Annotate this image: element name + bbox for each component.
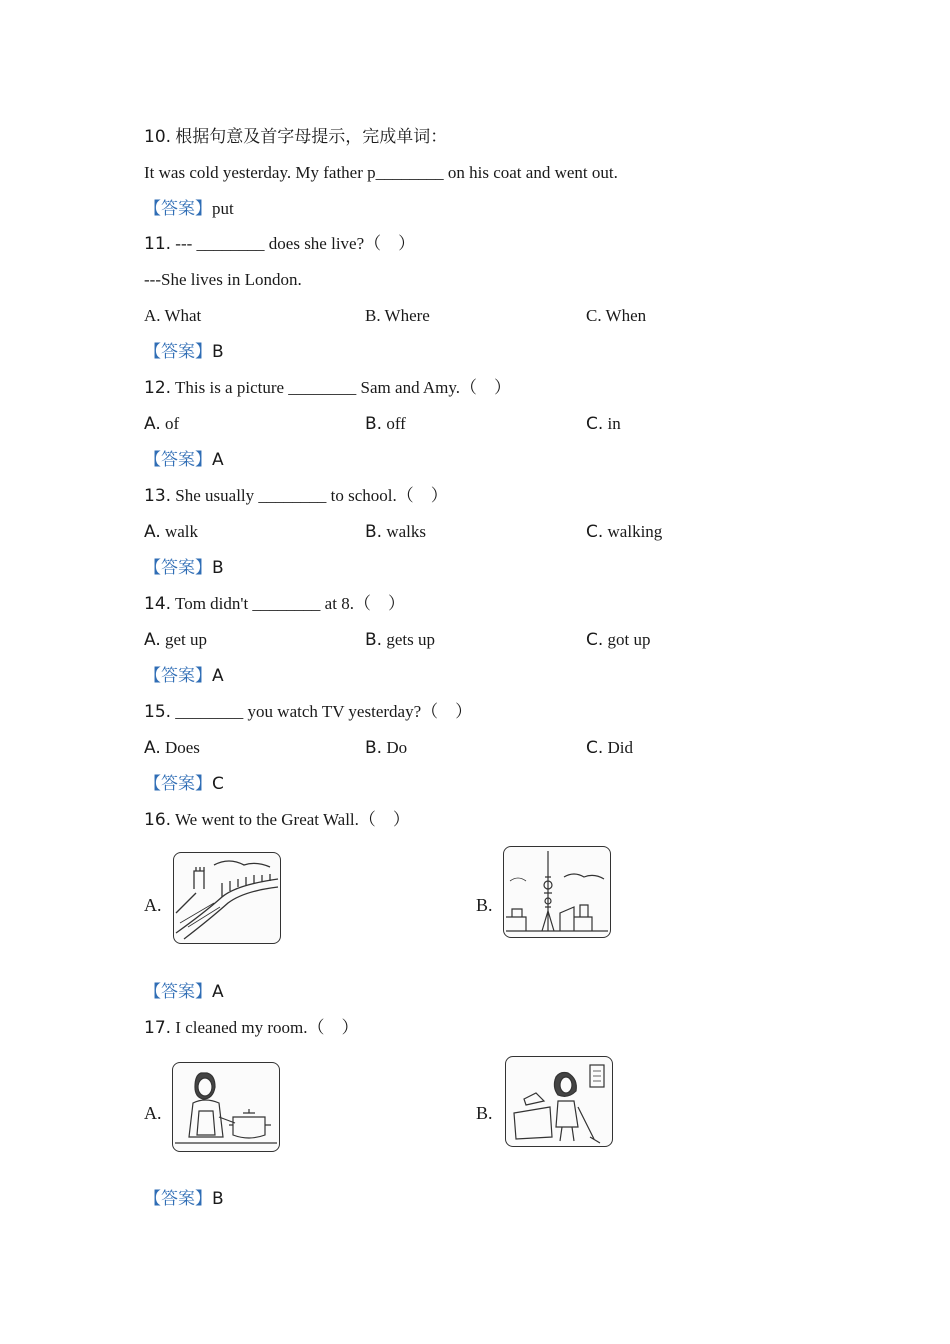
option-text: Do (386, 738, 408, 757)
q15-number: 15. (144, 702, 172, 722)
q13-option-c[interactable] (586, 519, 662, 545)
answer-key-label: 【答案】 (144, 774, 212, 793)
option-letter: A. (144, 630, 161, 650)
answer-key-label: 【答案】 (144, 1189, 212, 1208)
option-letter: C. (586, 522, 604, 542)
option-letter: B. (365, 738, 383, 758)
great-wall-svg (174, 853, 280, 943)
option-text: Did (607, 738, 634, 757)
q15-answer (144, 771, 224, 797)
q13-question: She usually ________ to school.（ ） (175, 486, 448, 505)
q17-question: I cleaned my room.（ ） (175, 1018, 359, 1037)
option-text: walking (607, 522, 663, 541)
option-letter: B. (365, 630, 383, 650)
answer-key-label: 【答案】 (144, 982, 212, 1001)
option-text: Does (164, 738, 200, 757)
option-letter: C. (586, 630, 604, 650)
option-text: gets up (386, 630, 435, 649)
option-text: off (386, 414, 406, 433)
q12-answer-value: A (212, 450, 224, 470)
option-letter: A. (144, 738, 161, 758)
q17-answer-value: B (212, 1189, 224, 1209)
q11-question: --- ________ does she live?（ ） (175, 234, 416, 253)
q10-number: 10. (144, 127, 172, 147)
q13-heading (144, 483, 448, 509)
q14-option-b[interactable] (365, 627, 435, 653)
q16-heading (144, 807, 410, 833)
option-text: walks (386, 522, 426, 541)
q17-number: 17. (144, 1018, 172, 1038)
option-text: get up (164, 630, 208, 649)
q13-answer-value: B (212, 558, 224, 578)
q14-number: 14. (144, 594, 172, 614)
q11-answer-value: B (212, 342, 224, 362)
great-wall-drawing-icon[interactable] (173, 852, 281, 944)
q16-answer-value: A (212, 982, 224, 1002)
q10-answer (144, 196, 234, 222)
q11-number: 11. (144, 234, 172, 254)
q11-heading (144, 231, 415, 257)
q11-option-a[interactable]: A. What (144, 306, 202, 325)
q10-heading (144, 124, 447, 150)
q11-line2: ---She lives in London. (144, 270, 302, 289)
q12-option-c[interactable] (586, 411, 621, 437)
city-tower-svg (504, 847, 610, 937)
q17-option-b-label[interactable]: B. (476, 1103, 493, 1123)
q13-number: 13. (144, 486, 172, 506)
girl-sweeping-svg (506, 1057, 612, 1146)
q16-answer (144, 979, 224, 1005)
q16-question: We went to the Great Wall.（ ） (175, 810, 410, 829)
q12-answer (144, 447, 224, 473)
q16-number: 16. (144, 810, 172, 830)
answer-key-label: 【答案】 (144, 450, 212, 469)
option-letter: B. (365, 414, 383, 434)
q13-answer (144, 555, 224, 581)
q16-option-b-label[interactable]: B. (476, 895, 493, 915)
option-text: in (607, 414, 621, 433)
q14-answer (144, 663, 224, 689)
q16-option-a-label[interactable]: A. (144, 895, 162, 915)
q15-answer-value: C (212, 774, 224, 794)
answer-key-label: 【答案】 (144, 342, 212, 361)
q13-option-b[interactable] (365, 519, 426, 545)
q11-option-b[interactable]: B. Where (365, 306, 430, 325)
q12-option-a[interactable] (144, 411, 179, 437)
q14-question: Tom didn't ________ at 8.（ ） (175, 594, 405, 613)
answer-key-label: 【答案】 (144, 558, 212, 577)
q11-answer (144, 339, 224, 365)
woman-cooking-drawing-icon[interactable] (172, 1062, 280, 1152)
city-tower-drawing-icon[interactable] (503, 846, 611, 938)
q12-heading (144, 375, 511, 401)
answer-key-label: 【答案】 (144, 666, 212, 685)
q14-heading (144, 591, 405, 617)
option-letter: B. (365, 522, 383, 542)
q10-prompt: 根据句意及首字母提示，完成单词： (175, 127, 448, 146)
q15-question: ________ you watch TV yesterday?（ ） (175, 702, 473, 721)
q12-option-b[interactable] (365, 411, 406, 437)
q12-question: This is a picture ________ Sam and Amy.（ ） (175, 378, 512, 397)
option-letter: C. (586, 738, 604, 758)
q14-option-c[interactable] (586, 627, 651, 653)
q12-number: 12. (144, 378, 172, 398)
q10-sentence: It was cold yesterday. My father p________ on his coat and went out. (144, 163, 618, 182)
answer-key-label: 【答案】 (144, 199, 212, 218)
q15-option-b[interactable] (365, 735, 407, 761)
q10-answer-value: put (212, 199, 234, 218)
q15-option-c[interactable] (586, 735, 633, 761)
q15-option-a[interactable] (144, 735, 200, 761)
q17-heading (144, 1015, 358, 1041)
option-text: walk (164, 522, 199, 541)
option-text: of (164, 414, 180, 433)
q14-option-a[interactable] (144, 627, 207, 653)
woman-cooking-svg (173, 1063, 279, 1151)
option-letter: C. (586, 414, 604, 434)
q17-answer (144, 1186, 224, 1212)
q11-option-c[interactable]: C. When (586, 306, 647, 325)
girl-sweeping-drawing-icon[interactable] (505, 1056, 613, 1147)
q17-option-a-label[interactable]: A. (144, 1103, 162, 1123)
q13-option-a[interactable] (144, 519, 198, 545)
q15-heading (144, 699, 472, 725)
q14-answer-value: A (212, 666, 224, 686)
option-letter: A. (144, 522, 161, 542)
option-letter: A. (144, 414, 161, 434)
option-text: got up (607, 630, 651, 649)
